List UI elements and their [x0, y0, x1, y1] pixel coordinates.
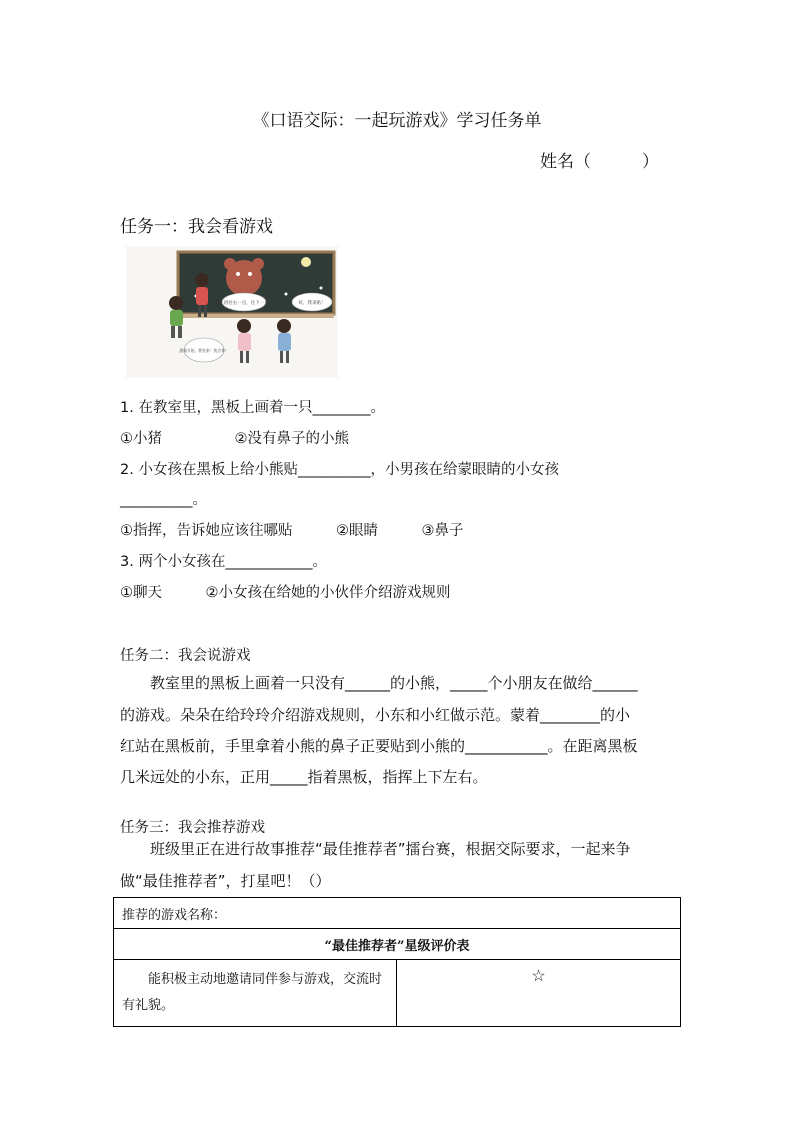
name-field[interactable]: 姓名（ ）	[540, 152, 659, 172]
task2-heading: 任务二：我会说游戏	[120, 648, 251, 664]
game-name-cell[interactable]: 推荐的游戏名称：	[114, 898, 681, 929]
bubble-3: 游戏开始，我先来！快点来！	[179, 348, 229, 353]
classroom-illustration	[126, 246, 338, 378]
task3-heading: 任务三：我会推荐游戏	[120, 820, 265, 836]
question-1: 1. 在教室里，黑板上画着一只________。	[120, 400, 385, 416]
task2-line-2: 的游戏。朵朵在给玲玲介绍游戏规则，小东和小红做示范。蒙着________的小	[120, 706, 631, 724]
task3-line-1: 班级里正在进行故事推荐“最佳推荐者”擂台赛，根据交际要求，一起来争	[120, 840, 631, 858]
question-3: 3. 两个小女孩在____________。	[120, 554, 327, 570]
page-title: 《口语交际：一起玩游戏》学习任务单	[252, 111, 542, 131]
question-2: 2. 小女孩在黑板上给小熊贴__________，小男孩在给蒙眼睛的小女孩	[120, 462, 559, 478]
question-1-options: ①小猪 ②没有鼻子的小熊	[120, 431, 349, 447]
task2-line-1: 教室里的黑板上画着一只没有______的小熊，_____个小朋友在做给______	[120, 674, 638, 692]
criterion-cell	[114, 960, 397, 1027]
evaluation-table	[113, 897, 681, 1027]
question-3-options: ①聊天 ②小女孩在给她的小伙伴介绍游戏规则	[120, 585, 451, 601]
question-2-options: ①指挥，告诉她应该往哪贴 ②眼睛 ③鼻子	[120, 523, 464, 539]
bubble-2: 好，我来贴！	[298, 301, 326, 306]
task1-heading: 任务一：我会看游戏	[120, 217, 273, 237]
criterion-text: 能积极主动地邀请同伴参与游戏，交流时有礼貌。	[122, 972, 383, 1013]
task3-line-2: 做“最佳推荐者”，打星吧！（）	[120, 872, 331, 890]
task2-line-3: 红站在黑板前，手里拿着小熊的鼻子正要贴到小熊的___________。在距离黑板	[120, 737, 638, 755]
star-rating[interactable]: ☆	[397, 960, 681, 1027]
question-2-cont: __________。	[120, 492, 207, 508]
task2-line-4: 几米远处的小东，正用_____指着黑板，指挥上下左右。	[120, 768, 488, 786]
bubble-1: 嗯，再往右一点，往下一点！	[214, 301, 274, 306]
eval-title: “最佳推荐者”星级评价表	[114, 929, 681, 960]
